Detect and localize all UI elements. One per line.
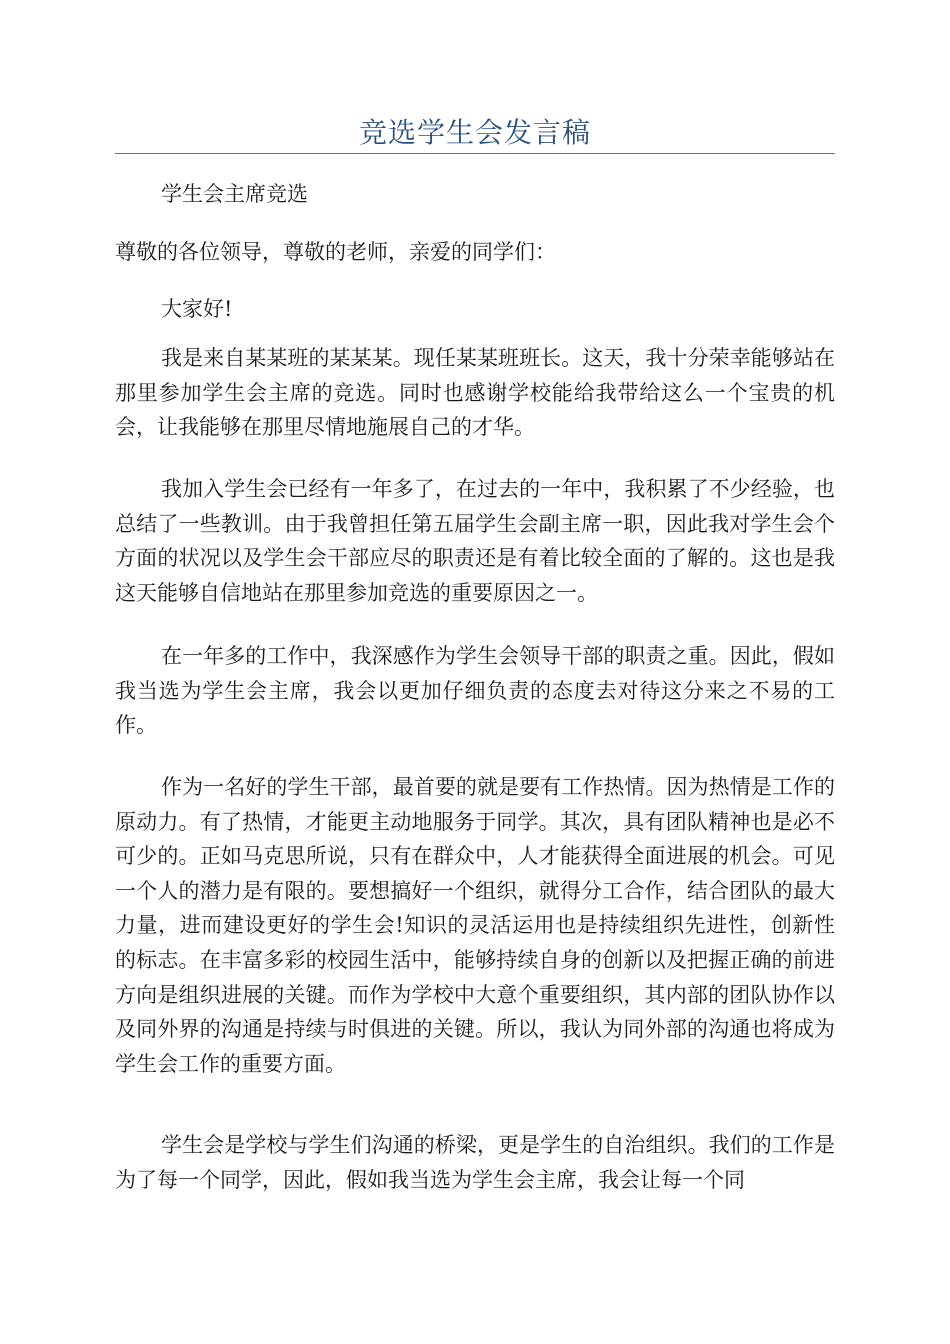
document-title: 竞选学生会发言稿 <box>358 116 591 149</box>
paragraph-work-philosophy: 作为一名好的学生干部，最首要的就是要有工作热情。因为热情是工作的原动力。有了热情，才能更主动地服务于同学。其次，具有团队精神也是必不可少的。正如马克思所说，只有在群众中，人才能获得全面进展的机会。可见一个人的潜力是有限的。要想搞好一个组织，就得分工合作，结合团队的最大力量，进而建设更好的学生会!知识的灵活运用也是持续组织先进性，创新性的标志。在丰富多彩的校园生活中，能够持续自身的创新以及把握正确的前进方向是组织进展的关键。而作为学校中大意个重要组织，其内部的团队协作以及同外界的沟通是持续与时俱进的关键。所以，我认为同外部的沟通也将成为学生会工作的重要方面。 <box>115 775 835 1076</box>
paragraph-greeting: 大家好! <box>161 297 233 321</box>
paragraph-salutation: 尊敬的各位领导，尊敬的老师，亲爱的同学们： <box>115 240 556 264</box>
title-underline <box>115 153 835 154</box>
paragraph-experience: 我加入学生会已经有一年多了，在过去的一年中，我积累了不少经验，也总结了一些教训。由于我曾担任第五届学生会副主席一职，因此我对学生会个方面的状况以及学生会干部应尽的职责还是有着比较全面的了解的。这也是我这天能够自信地站在那里参加竞选的重要原因之一。 <box>115 477 835 605</box>
paragraph-student-union-role: 学生会是学校与学生们沟通的桥梁，更是学生的自治组织。我们的工作是为了每一个同学，因此，假如我当选为学生会主席，我会让每一个同 <box>115 1133 835 1192</box>
paragraph-introduction: 我是来自某某班的某某某。现任某某班班长。这天，我十分荣幸能够站在那里参加学生会主席的竞选。同时也感谢学校能给我带给这么一个宝贵的机会，让我能够在那里尽情地施展自己的才华。 <box>115 346 835 440</box>
paragraph-responsibility: 在一年多的工作中，我深感作为学生会领导干部的职责之重。因此，假如我当选为学生会主席，我会以更加仔细负责的态度去对待这分来之不易的工作。 <box>115 644 835 738</box>
paragraph-subtitle: 学生会主席竞选 <box>161 182 308 206</box>
